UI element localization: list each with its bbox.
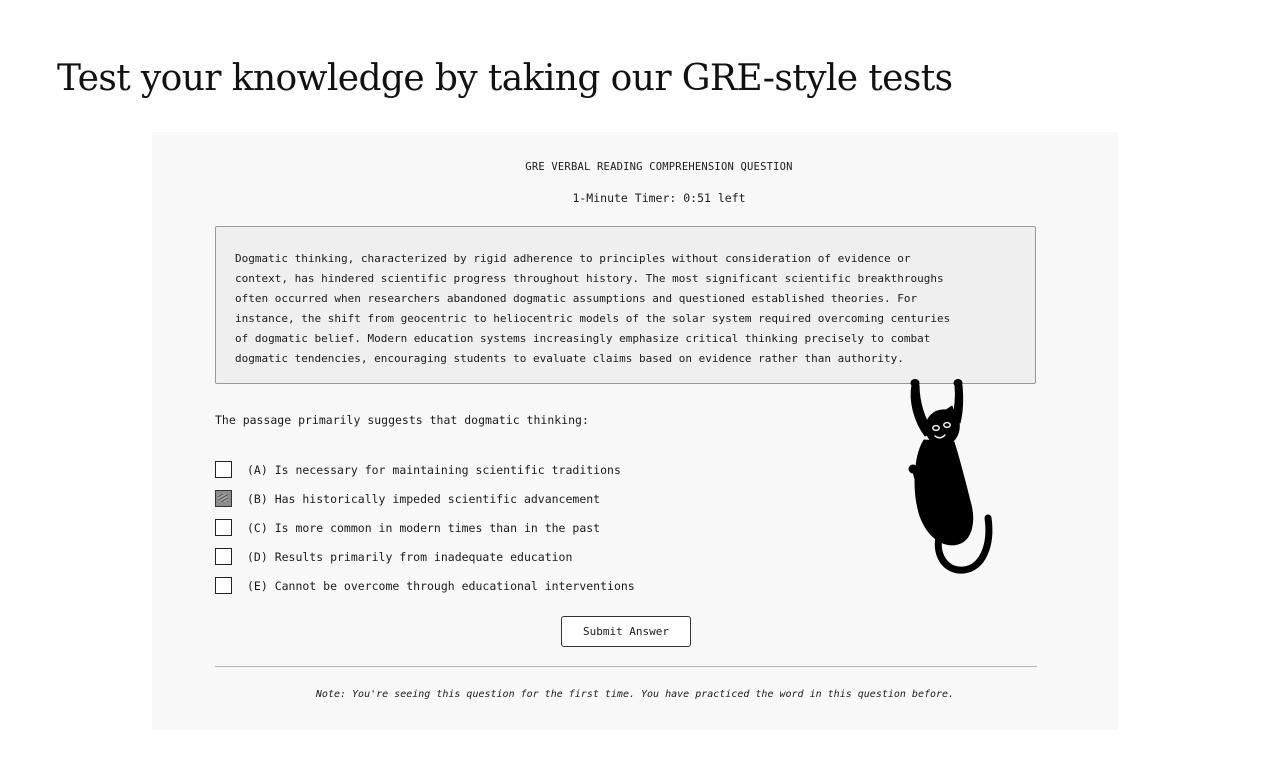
- option-a-label[interactable]: (A) Is necessary for maintaining scientific traditions: [247, 462, 621, 477]
- passage-box: [215, 226, 1036, 384]
- practice-note: Note: You're seeing this question for the first time. You have practiced the word in this question before.: [315, 689, 955, 700]
- option-e-checkbox[interactable]: [215, 577, 232, 594]
- option-d-checkbox[interactable]: [215, 548, 232, 565]
- answer-option-d[interactable]: [215, 542, 635, 571]
- question-type-title: GRE VERBAL READING COMPREHENSION QUESTION: [525, 161, 793, 173]
- option-b-label[interactable]: (B) Has historically impeded scientific advancement: [247, 491, 601, 506]
- timer: 1-Minute Timer: 0:51 left: [572, 191, 746, 205]
- answer-option-e[interactable]: [215, 571, 635, 600]
- passage-line: dogmatic tendencies, encouraging students to evaluate claims based on evidence rather than authority.: [235, 352, 904, 365]
- submit-answer-button[interactable]: Submit Answer: [561, 616, 691, 647]
- hanging-cat-icon: [900, 376, 1000, 576]
- passage-line: instance, the shift from geocentric to heliocentric models of the solar system required overcoming centuries: [235, 312, 951, 325]
- passage-line: context, has hindered scientific progress throughout history. The most significant scientific breakthroughs: [235, 272, 944, 285]
- option-e-label[interactable]: (E) Cannot be overcome through educational interventions: [247, 578, 635, 593]
- option-d-label[interactable]: (D) Results primarily from inadequate education: [247, 549, 573, 564]
- passage-line: Dogmatic thinking, characterized by rigid adherence to principles without consideration of evidence or: [235, 252, 911, 265]
- answer-option-c[interactable]: [215, 513, 635, 542]
- question-prompt: The passage primarily suggests that dogmatic thinking:: [215, 413, 589, 427]
- divider: [215, 666, 1037, 667]
- option-c-checkbox[interactable]: [215, 519, 232, 536]
- option-a-checkbox[interactable]: [215, 461, 232, 478]
- page-heading: Test your knowledge by taking our GRE-style tests: [57, 58, 953, 99]
- option-c-label[interactable]: (C) Is more common in modern times than in the past: [247, 520, 601, 535]
- answer-options: [215, 455, 635, 600]
- option-b-checkbox[interactable]: [215, 490, 232, 507]
- answer-option-b[interactable]: [215, 484, 635, 513]
- passage-line: often occurred when researchers abandoned dogmatic assumptions and questioned established theories. For: [235, 292, 918, 305]
- answer-option-a[interactable]: [215, 455, 635, 484]
- passage-line: of dogmatic belief. Modern education systems increasingly emphasize critical thinking precisely to combat: [235, 332, 931, 345]
